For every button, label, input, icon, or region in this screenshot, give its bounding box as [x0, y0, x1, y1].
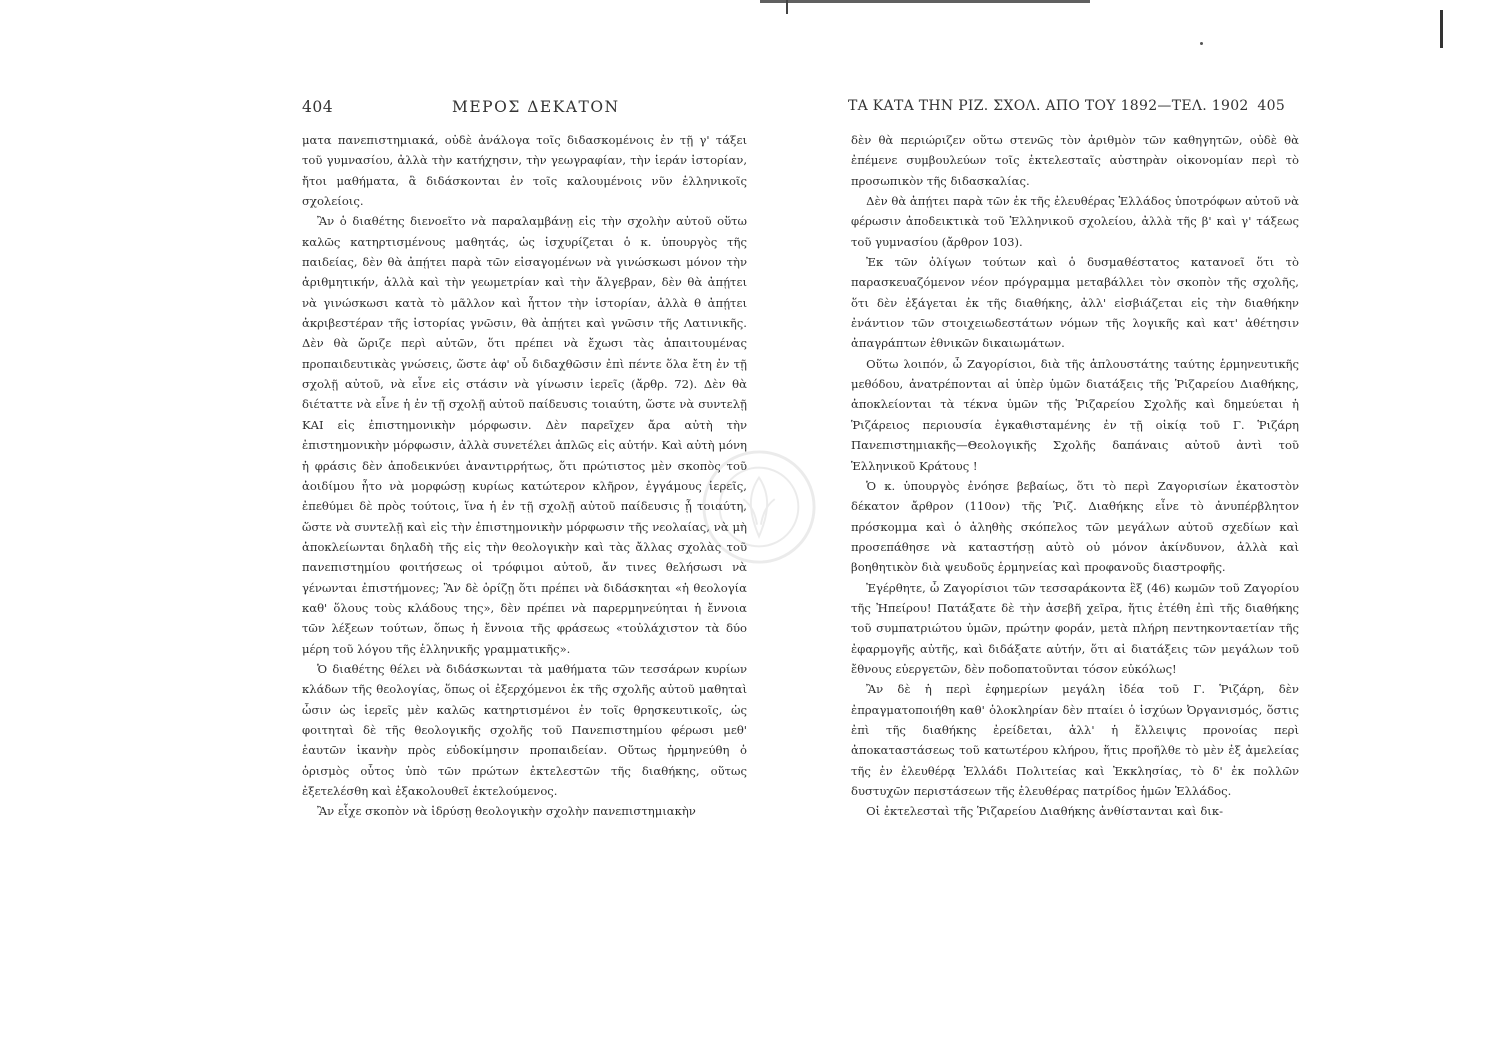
right-running-head: [848, 98, 1300, 120]
paragraph: Οἱ ἐκτελεσταὶ τῆς Ῥιζαρείου Διαθήκης ἀνθίστανται καὶ δικ-: [866, 804, 1224, 819]
paragraph: Ἐγέρθητε, ὦ Ζαγορίσιοι τῶν τεσσαράκοντα ἓξ (46) κωμῶν τοῦ Ζαγορίου τῆς Ἠπείρου! Πατάξατε δὲ τὴν ἀσεβῆ χεῖρα, ἥτις ἐτέθη ἐπὶ τῆς διαθήκης τοῦ συμπατριώτου ὑμῶν, πρώτην φοράν, μετὰ πλήρη πεντηκονταετίαν τῆς ἐφαρμογῆς αὐτῆς, καὶ διδάξατε αὐτήν, ὅτι αἱ διατάξεις τῶν μεγάλων τοῦ ἔθνους εὐεργετῶν, δὲν ποδοπατοῦνται τόσον εὐκόλως!: [851, 580, 1299, 676]
paragraph: Ἂν δὲ ἡ περὶ ἐφημερίων μεγάλη ἰδέα τοῦ Γ. Ῥιζάρη, δὲν ἐπραγματοποιήθη καθ' ὁλοκληρίαν δὲν πταίει ὁ ἰσχύων Ὀργανισμός, ὅστις ἐπὶ τῆς διαθήκης ἐρείδεται, ἀλλ' ἡ ἔλλειψις προνοίας περὶ ἀποκαταστάσεως τοῦ κατωτέρου κλήρου, ἥτις προῆλθε τὸ μὲν ἐξ ἀμελείας τῆς ἐν ἐλευθέρᾳ Ἑλλάδι Πολιτείας καὶ Ἐκκλησίας, τὸ δ' ἐκ πολλῶν δυστυχῶν περιστάσεων τῆς ἐλευθέρας πατρίδος ἡμῶν Ἑλλάδος.: [851, 682, 1299, 798]
left-page-number: 404: [302, 98, 334, 116]
right-running-title: ΤΑ ΚΑΤΑ ΤΗΝ ΡΙΖ. ΣΧΟΛ. ΑΠΟ ΤΟΥ 1892—ΤΕΛ. 1902: [848, 98, 1249, 114]
scan-edge-line: [760, 0, 1090, 3]
paragraph: δὲν θὰ περιώριζεν οὕτω στενῶς τὸν ἀριθμὸν τῶν καθηγητῶν, οὐδὲ θὰ ἐπέμενε συμβουλεύων τοῖς ἐκτελεσταῖς αὐστηρὰν οἰκονομίαν περὶ τὸ προσωπικὸν τῆς διδασκαλίας.: [851, 133, 1299, 188]
scan-dot: [1200, 42, 1203, 45]
left-body-text: [302, 130, 747, 822]
left-running-head: [302, 98, 740, 120]
right-page: [760, 0, 1500, 1054]
paragraph: Ὁ διαθέτης θέλει νὰ διδάσκωνται τὰ μαθήματα τῶν τεσσάρων κυρίων κλάδων τῆς θεολογίας, ὅπως οἱ ἐξερχόμενοι ἐκ τῆς σχολῆς αὐτοῦ μαθηταὶ ὦσιν ὡς ἱερεῖς μὲν καλῶς κατηρτισμένοι ἐν τοῖς θρησκευτικοῖς, ὡς φοιτηταὶ δὲ τῆς θεολογικῆς σχολῆς τοῦ Πανεπιστημίου φέρωσι μεθ' ἑαυτῶν ἱκανὴν πρὸς εὐδοκίμησιν προπαιδείαν. Οὕτως ἡρμηνεύθη ὁ ὁρισμὸς οὗτος ὑπὸ τῶν πρώτων ἐκτελεστῶν τῆς διαθήκης, οὕτως ἐξετελέσθη καὶ ἐξακολουθεῖ ἐκτελούμενος.: [302, 661, 747, 798]
paragraph: Δὲν θὰ ἀπῄτει παρὰ τῶν ἐκ τῆς ἐλευθέρας Ἑλλάδος ὑποτρόφων αὐτοῦ νὰ φέρωσιν ἀποδεικτικὰ τοῦ Ἑλληνικοῦ σχολείου, ἀλλὰ τῆς β' καὶ γ' τάξεως τοῦ γυμνασίου (ἄρθρον 103).: [851, 194, 1299, 249]
paragraph: ματα πανεπιστημιακά, οὐδὲ ἀνάλογα τοῖς διδασκομένοις ἐν τῇ γ' τάξει τοῦ γυμνασίου, ἀλλὰ τὴν κατήχησιν, τὴν γεωγραφίαν, τὴν ἱεράν ἱστορίαν, ἤτοι μαθήματα, ἃ διδάσκονται ἐν τοῖς καλουμένοις νῦν ἑλληνικοῖς σχολείοις.: [302, 133, 747, 209]
scan-edge-mark: [1440, 10, 1443, 48]
left-running-title: ΜΕΡΟΣ ΔΕΚΑΤΟΝ: [452, 98, 620, 116]
scan-edge-tick: [786, 0, 788, 14]
paragraph: Οὕτω λοιπόν, ὦ Ζαγορίσιοι, διὰ τῆς ἁπλουστάτης ταύτης ἑρμηνευτικῆς μεθόδου, ἀνατρέπονται αἱ ὑπὲρ ὑμῶν διατάξεις τῆς Ῥιζαρείου Διαθήκης, ἀποκλείονται τὰ τέκνα ὑμῶν τῆς Ῥιζαρείου Σχολῆς καὶ δημεύεται ἡ Ῥιζάρειος περιουσία ἐγκαθισταμένης ἐν τῇ οἰκίᾳ τοῦ Γ. Ῥιζάρη Πανεπιστημιακῆς—Θεολογικῆς Σχολῆς δαπάναις αὐτοῦ ἀντὶ τοῦ Ἑλληνικοῦ Κράτους !: [851, 356, 1299, 473]
paragraph: Ἂν ὁ διαθέτης διενοεῖτο νὰ παραλαμβάνῃ εἰς τὴν σχολὴν αὐτοῦ οὕτω καλῶς κατηρτισμένους μαθητάς, ὡς ἰσχυρίζεται ὁ κ. ὑπουργὸς τῆς παιδείας, δὲν θὰ ἀπῄτει παρὰ τῶν εἰσαγομένων νὰ γινώσκωσι μόνον τὴν ἀριθμητικήν, ἀλλὰ καὶ τὴν γεωμετρίαν καὶ τὴν ἄλγεβραν, δὲν θὰ ἀπῄτει νὰ γινώσκωσι κατὰ τὸ μᾶλλον καὶ ἧττον τὴν ἱστορίαν, ἀλλὰ θ ἀπῄτει ἀκριβεστέραν τῆς ἱστορίας γνῶσιν, θὰ ἀπῄτει καὶ γνῶσιν τῆς Λατινικῆς. Δὲν θὰ ὥριζε περὶ αὐτῶν, ὅτι πρέπει νὰ ἔχωσι τὰς ἀπαιτουμένας προπαιδευτικὰς γνώσεις, ὥστε ἀφ' οὗ διδαχθῶσιν ἐπὶ πέντε ὅλα ἔτη ἐν τῇ σχολῇ αὐτοῦ, νὰ εἶνε εἰς στάσιν νὰ γίνωσιν ἱερεῖς (ἄρθρ. 72). Δὲν θὰ διέταττε νὰ εἶνε ἡ ἐν τῇ σχολῇ αὐτοῦ παίδευσις τοιαύτη, ὥστε νὰ συντελῇ ΚΑΙ εἰς ἐπιστημονικὴν μόρφωσιν. Δὲν παρεῖχεν ἄρα αὐτὴ τὴν ἐπιστημονικὴν μόρφωσιν, ἀλλὰ συνετέλει ἁπλῶς εἰς αὐτήν. Καὶ αὐτὴ μόνη ἡ φράσις δὲν ἀποδεικνύει ἀναντιρρήτως, ὅτι πρώτιστος μὲν σκοπὸς τοῦ ἀοιδίμου ἦτο νὰ μορφώσῃ κυρίως κατώτερον κλῆρον, ἐγγάμους ἱερεῖς, ἐπεθύμει δὲ πρὸς τούτοις, ἵνα ἡ ἐν τῇ σχολῇ αὐτοῦ παίδευσις ᾖ τοιαύτη, ὥστε νὰ συντελῇ καὶ εἰς τὴν ἐπιστημονικὴν μόρφωσιν τῆς νεολαίας, νὰ μὴ ἀποκλείωνται δηλαδὴ τῆς εἰς τὴν θεολογικὴν καὶ τὰς ἄλλας σχολὰς τοῦ πανεπιστημίου φοιτήσεως οἱ τρόφιμοι αὐτοῦ, ἄν τινες θελήσωσι νὰ γένωνται ἐπιστήμονες; Ἂν δὲ ὁρίζῃ ὅτι πρέπει νὰ διδάσκηται «ἡ θεολογία καθ' ὅλους τοὺς κλάδους της», δὲν πρέπει νὰ παρερμηνεύηται ἡ ἔννοια τῶν λέξεων τούτων, ὅπως ἡ ἔννοια τῆς φράσεως «τοὐλάχιστον τὰ δύο μέρη τοῦ λόγου τῆς ἑλληνικῆς γραμματικῆς».: [302, 214, 747, 656]
library-stamp-icon: [700, 448, 818, 566]
right-body-text: [851, 130, 1299, 822]
paragraph: Ἐκ τῶν ὀλίγων τούτων καὶ ὁ δυσμαθέστατος κατανοεῖ ὅτι τὸ παρασκευαζόμενον νέον πρόγραμμα μεταβάλλει τὸν σκοπὸν τῆς σχολῆς, ὅτι δὲν ἐξάγεται ἐκ τῆς διαθήκης, ἀλλ' εἰσβιάζεται εἰς τὴν διαθήκην ἐνάντιον τῶν στοιχειωδεστάτων νόμων τῆς λογικῆς καὶ κατ' ἀθέτησιν ἀπαγράπτων ἐθνικῶν δικαιωμάτων.: [851, 255, 1299, 351]
paragraph: Ἂν εἶχε σκοπὸν νὰ ἱδρύσῃ θεολογικὴν σχολὴν πανεπιστημιακὴν: [317, 804, 696, 819]
right-page-number: 405: [1257, 98, 1286, 114]
paragraph: Ὁ κ. ὑπουργὸς ἐνόησε βεβαίως, ὅτι τὸ περὶ Ζαγορισίων ἑκατοστὸν δέκατον ἄρθρον (110ον) τῆς Ῥιζ. Διαθήκης εἶνε τὸ ἀνυπέρβλητον πρόσκομμα καὶ ὁ ἀληθὴς σκόπελος τῶν μεγάλων αὐτοῦ σχεδίων καὶ προσεπάθησε νὰ καταστήσῃ αὐτὸ οὐ μόνον ἀκίνδυνον, ἀλλὰ καὶ βοηθητικὸν διὰ ψευδοῦς ἑρμηνείας καὶ προφανοῦς διαστροφῆς.: [851, 478, 1299, 575]
